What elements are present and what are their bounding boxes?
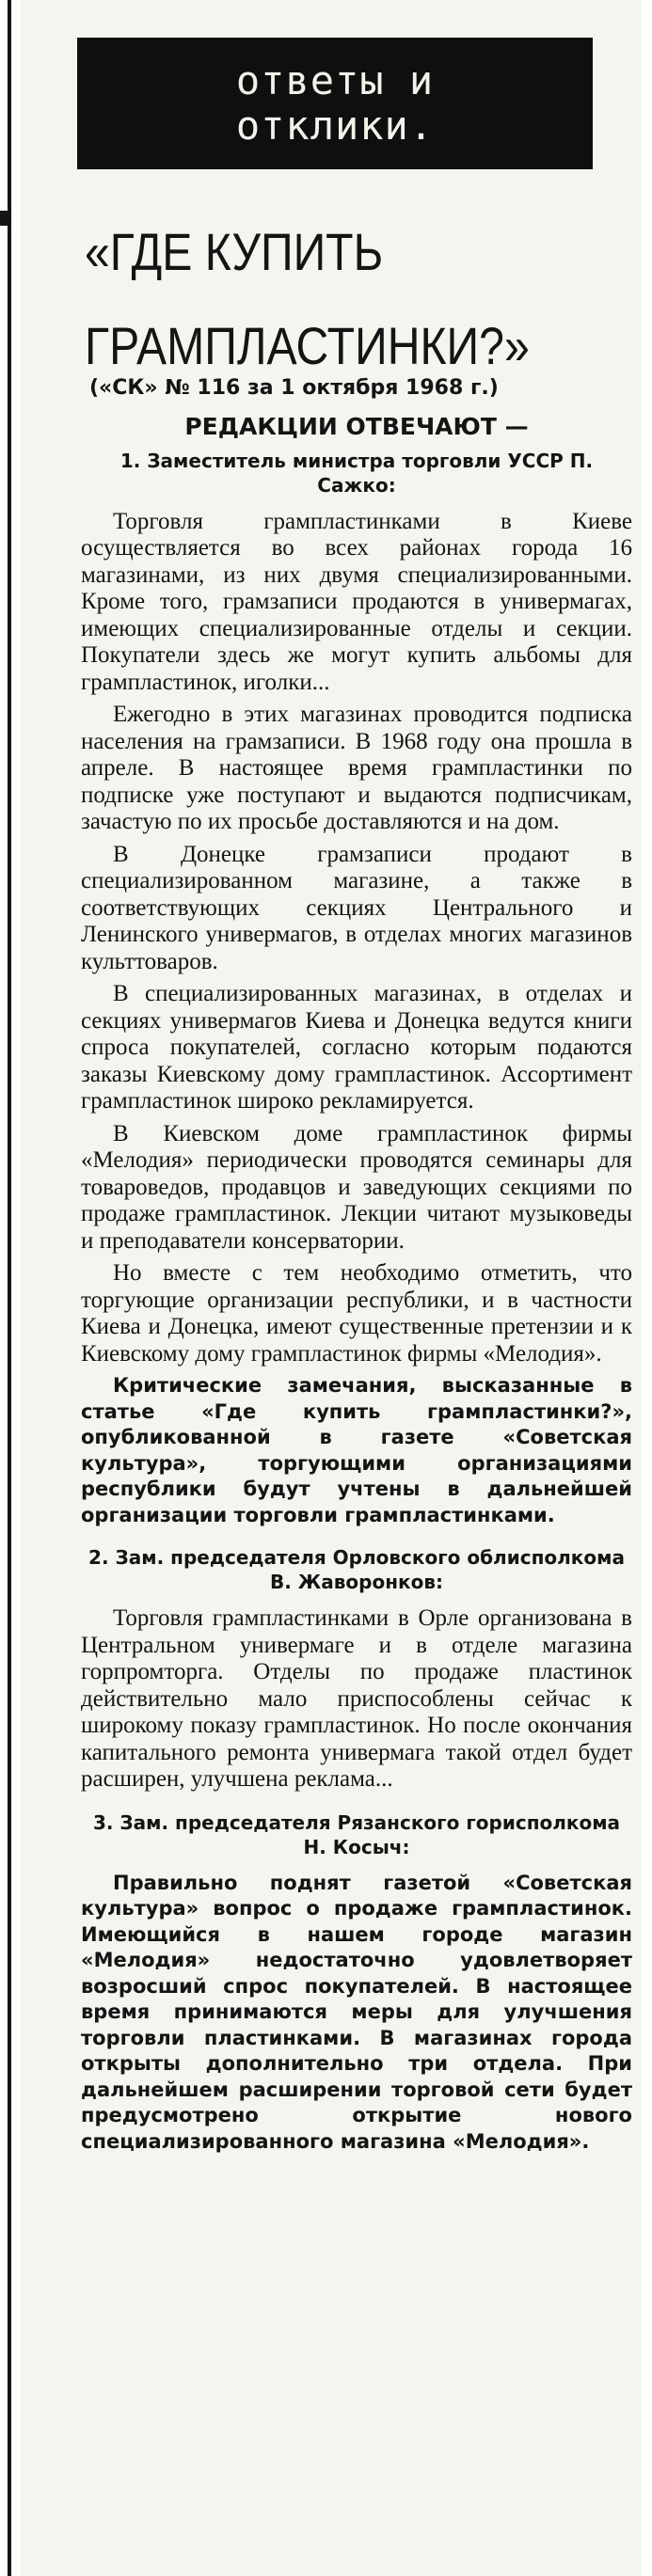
rubric-box: [77, 38, 593, 169]
answer-1-paragraph: В специализированных магазинах, в отделах и секциях универмагов Киева и Донецка ведутся книги спроса покупателей, согласно которым подаются заказы Киевскому дому грампластинок. Ассортимент грампластинок широко рекламируется.: [81, 981, 632, 1114]
answer-2-heading: 2. Зам. председателя Орловского облисполкома В. Жаворонков:: [88, 1546, 625, 1593]
answer-3-paragraph: Правильно поднят газетой «Советская культура» вопрос о продаже грампластинок. Имеющийся в нашем городе магазин «Мелодия» недостаточно удовлетворяет возросший спрос покупателей. В настоящее время принимаются меры для улучшения торговли пластинками. В магазинах города открыты дополнительно три отдела. При дальнейшем расширении торговой сети будет предусмотрено открытие нового специализированного магазина «Мелодия».: [81, 1871, 632, 2153]
headline-line-2: ГРАМПЛАСТИНКИ?»: [85, 316, 530, 375]
column-rule: [8, 0, 11, 2576]
answer-1-heading: 1. Заместитель министра торговли УССР П. Сажко:: [119, 449, 594, 497]
article-headline: [85, 205, 546, 393]
answer-1-paragraph: В Киевском доме грампластинок фирмы «Мелодия» периодически проводятся семинары для товароведов, продавцов и заведующих секциями по продаже грампластинок. Лекции читают музыковеды и преподаватели консерватории.: [81, 1120, 632, 1254]
answer-1-paragraph: Но вместе с тем необходимо отметить, что торгующие организации республики, и в частности Киева и Донецка, имеют существенные претензии и к Киевскому дому грампластинок фирмы «Мелодия».: [81, 1260, 632, 1367]
source-reference: («СК» № 116 за 1 октября 1968 г.): [89, 376, 499, 400]
answer-1-paragraph: Торговля грампластинками в Киеве осуществляется во всех районах города 16 магазинами, из них двумя специализированными. Кроме того, грамзаписи продаются в универмагах, имеющих специализированные отделы и секции. Покупатели здесь же могут купить альбомы для грампластинок, иголки...: [81, 508, 632, 695]
rule-mark: [0, 211, 9, 226]
headline-line-1: «ГДЕ КУПИТЬ: [85, 222, 384, 281]
editorial-lead: РЕДАКЦИИ ОТВЕЧАЮТ —: [184, 413, 529, 440]
answer-1-closing: Критические замечания, высказанные в статье «Где купить грампластинки?», опубликованной в газете «Советская культура», торгующими организациями республики будут учтены в дальнейшей организации торговли грампластинками.: [81, 1374, 632, 1526]
answer-1-paragraph: В Донецке грамзаписи продают в специализированном магазине, а также в соответствующих секциях Центрального и Ленинского универмагов, в отделах многих магазинов культтоваров.: [81, 841, 632, 974]
rubric-line-2: отклики.: [235, 103, 435, 149]
answer-2-paragraph: Торговля грампластинками в Орле организована в Центральном универмаге и в отделе магазина горпромторга. Отделы по продаже пластинок действительно мало приспособлены сейчас к широкому показу грампластинок. Но после окончания капитального ремонта универмага такой отдел будет расширен, улучшена реклама...: [81, 1605, 632, 1792]
article-body: [81, 414, 632, 2160]
answer-1-paragraph: Ежегодно в этих магазинах проводится подписка населения на грамзаписи. В 1968 году она прошла в апреле. В настоящее время грампластинки по подписке уже поступают и выдаются подписчикам, зачастую по их просьбе доставляются и на дом.: [81, 702, 632, 834]
rubric-line-1: ответы и: [235, 57, 435, 103]
answer-3-heading: 3. Зам. председателя Рязанского горисполкома Н. Косыч:: [92, 1810, 621, 1858]
